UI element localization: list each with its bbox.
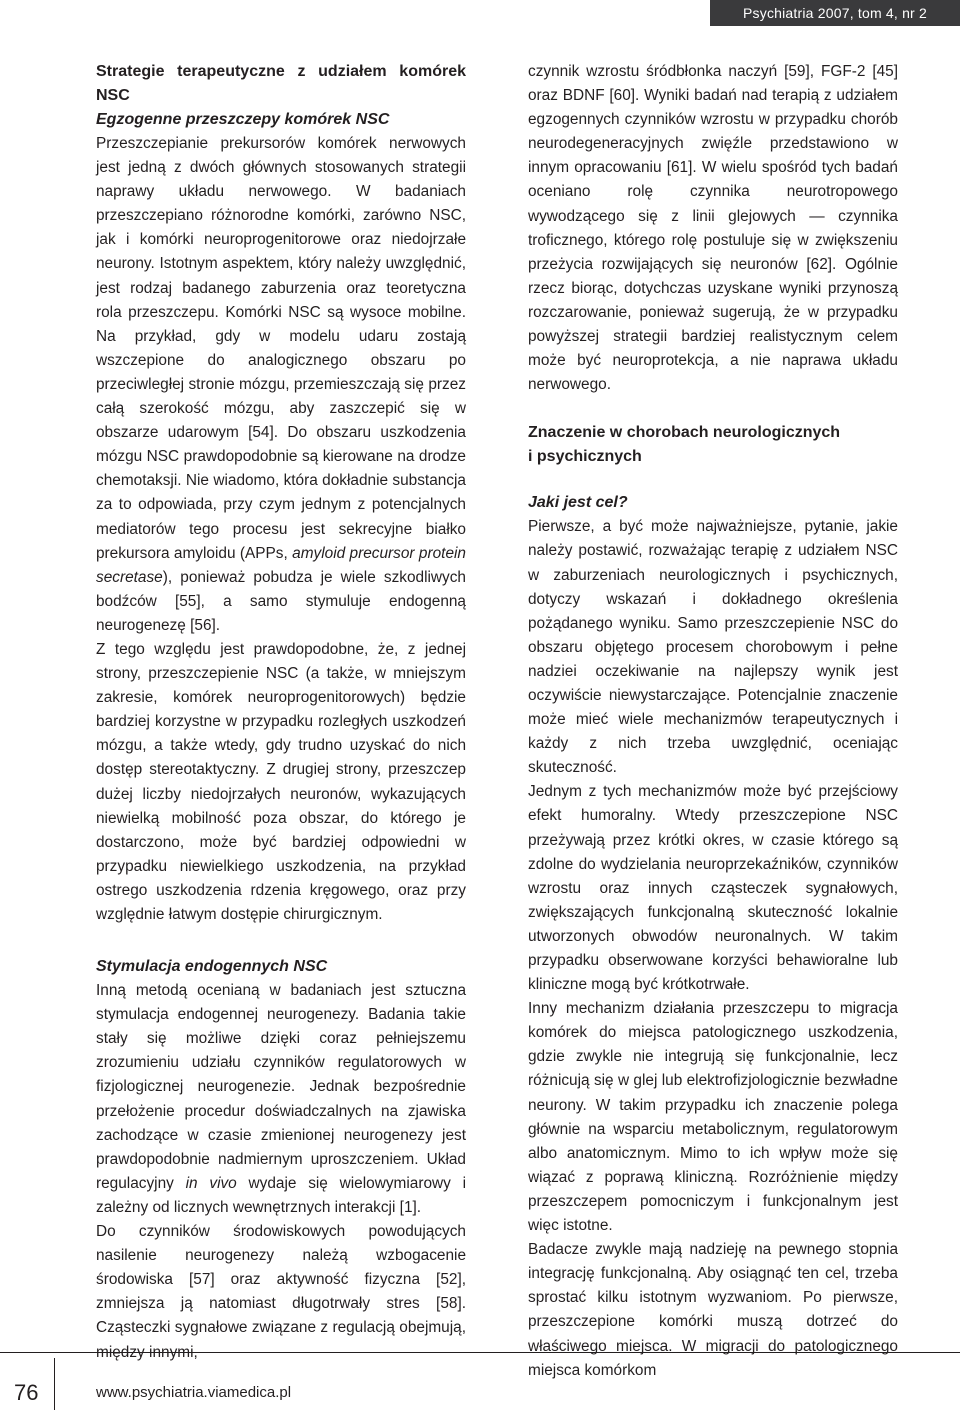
paragraph: Badacze zwykle mają nadzieję na pewnego stopnia integrację funkcjonalną. Aby osiągnąć ten cel, trzeba sprostać kilku istotnym wyzwaniom. Po pierwsze, przeszczepione komórki muszą dotrzeć do właściwego miejsca. W migracji do patologicznego miejsca komórkom: [528, 1241, 898, 1379]
footer-rule: [0, 1352, 960, 1353]
running-header: [710, 0, 960, 26]
paragraph: Inny mechanizm działania przeszczepu to migracja komórek do miejsca patologicznego uszkodzenia, gdzie zwykle nie integrują się funkcjonalnie, lecz różnicują się w glej lub elektrofizjologicznie bezwładne neurony. W takim przypadku ich znaczenie polega głównie na wsparciu metabolicznym, regulatorowym albo anatomicznym. Mimo to ich wpływ może się wiązać z poprawą kliniczną. Rozróżnienie między przeszczepem pomocniczym i funkcjonalnym jest więc istotne.: [528, 1000, 898, 1235]
paragraph: Przeszczepianie prekursorów komórek nerwowych jest jedną z dwóch głównych stosowanych strategii naprawy układu nerwowego. W badaniach przeszczepiano różnorodne komórki, zarówno NSC, jak i komórki neuroprogenitorowe oraz niedojrzałe neurony. Istotnym aspektem, który należy uwzględnić, jest rodzaj badanego zaburzenia oraz teoretyczna rola przeszczepu. Komórki NSC są wysoce mobilne. Na przykład, gdy w modelu udaru zostają wszczepione do analogicznego obszaru po przeciwległej stronie mózgu, przemieszczają się przez całą szerokość mózgu, aby zaszczepić się w obszarze udarowym [54]. Do obszaru uszkodzenia mózgu NSC prawdopodobnie są kierowane na drodze chemotaksji. Nie wiadomo, która dokładnie substancja za to odpowiada, przy czym jednym z potencjalnych mediatorów tego procesu jest sekrecyjne białko prekursora amyloidu (APPs, amyloid precursor protein secretase), ponieważ pobudza je wiele szkodliwych bodźców [55], a samo stymuluje endogenną neurogenezę [56].: [96, 135, 466, 634]
section-title-significance: Znaczenie w chorobach neurologicznych: [528, 424, 841, 442]
paragraph: Pierwsze, a być może najważniejsze, pytanie, jakie należy postawić, rozważając terapię z udziałem NSC w zaburzeniach neurologicznych i psychicznych, dotyczy wskazań i dokładnego określenia pożądanego wyniku. Samo przeszczepienie NSC do obszaru objętego procesem chorobowym i pełne nadziei oczekiwanie na najlepszy wynik jest oczywiście niewystarczające. Potencjalnie znaczenie może mieć wiele mechanizmów terapeutycznych i każdy z nich trzeba uwzględnić, oceniając skuteczność.: [528, 518, 898, 777]
right-column: [528, 60, 898, 1383]
footer-url[interactable]: www.psychiatria.viamedica.pl: [96, 1384, 292, 1401]
page-number: 76: [14, 1380, 39, 1405]
paragraph: Do czynników środowiskowych powodujących nasilenie neurogenezy należą wzbogacenie środowiska [57] oraz aktywność fizyczna [52], zmniejsza ją natomiast długotrwały stres [58]. Cząsteczki sygnałowe związane z regulacją obejmują, między innymi,: [96, 1223, 466, 1361]
paragraph: Jednym z tych mechanizmów może być przejściowy efekt humoralny. Wtedy przeszczepione NSC przeżywają przez krótki okres, w czasie którego są zdolne do wydzielania neuroprzekaźników, czynników wzrostu oraz innych cząsteczek sygnałowych, zwiększających funkcjonalną skuteczność lokalnie utworzonych obwodów neuronalnych. W takim przypadku obserwowane korzyści behawioralne lub kliniczne mogą być krótkotrwałe.: [528, 783, 898, 994]
section-title-strategies: Strategie terapeutyczne z udziałem komórek NSC: [96, 63, 466, 104]
paragraph: czynnik wzrostu śródbłonka naczyń [59], FGF-2 [45] oraz BDNF [60]. Wyniki badań nad terapią z udziałem egzogennych czynników wzrostu w przypadku chorób neurodegeneracyjnych zwięźle przedstawiono w innym opracowaniu [61]. W wielu spośród tych badań oceniano rolę czynnika neurotropowego wywodzącego się z linii glejowych — czynnika troficznego, którego rolę postuluje się w zwiększeniu przeżycia rozwijających się neuronów [62]. Ogólnie rzecz biorąc, dotychczas uzyskane wyniki przynoszą rozczarowanie, ponieważ sugerują, że w przypadku powyższej strategii bardziej realistycznym celem może być neuroprotekcja, a nie naprawa układu nerwowego.: [528, 63, 898, 394]
footer-divider: [54, 1358, 55, 1410]
subsection-title-endogenous: Stymulacja endogennych NSC: [96, 958, 328, 976]
section-title-significance-cont: i psychicznych: [528, 448, 642, 466]
paragraph: Inną metodą ocenianą w badaniach jest sztuczna stymulacja endogennej neurogenezy. Badania takie stały się możliwe dzięki coraz pełniejszemu zrozumieniu udziału czynników regulatorowych w fizjologicznej neurogenezie. Jednak bezpośrednie przełożenie procedur doświadczalnych na zjawiska zachodzące w czasie zmienionej neurogenezy jest prawdopodobnie nadmiernym uproszczeniem. Układ regulacyjny in vivo wydaje się wielowymiarowy i zależny od licznych wewnętrznych interakcji [1].: [96, 982, 467, 1216]
journal-citation: Psychiatria 2007, tom 4, nr 2: [743, 5, 927, 21]
subsection-title-goal: Jaki jest cel?: [528, 494, 628, 512]
paragraph: Z tego względu jest prawdopodobne, że, z jednej strony, przeszczepienie NSC (a także, w mniejszym zakresie, komórek neuroprogenitorowych) będzie bardziej korzystne w przypadku rozległych uszkodzeń mózgu, a także wtedy, gdy trudno uzyskać do nich dostęp stereotaktyczny. Z drugiej strony, przeszczep dużej liczby niedojrzałych neuronów, wykazujących niewielką mobilność poza obszar, do którego je dostarczono, może być bardziej odpowiedni w przypadku niewielkiego uszkodzenia, na przykład ostrego uszkodzenia rdzenia kręgowego, oraz przy względnie łatwym dostępie chirurgicznym.: [96, 640, 466, 923]
subsection-title-exogenous: Egzogenne przeszczepy komórek NSC: [96, 111, 390, 128]
left-column: [96, 60, 466, 1365]
